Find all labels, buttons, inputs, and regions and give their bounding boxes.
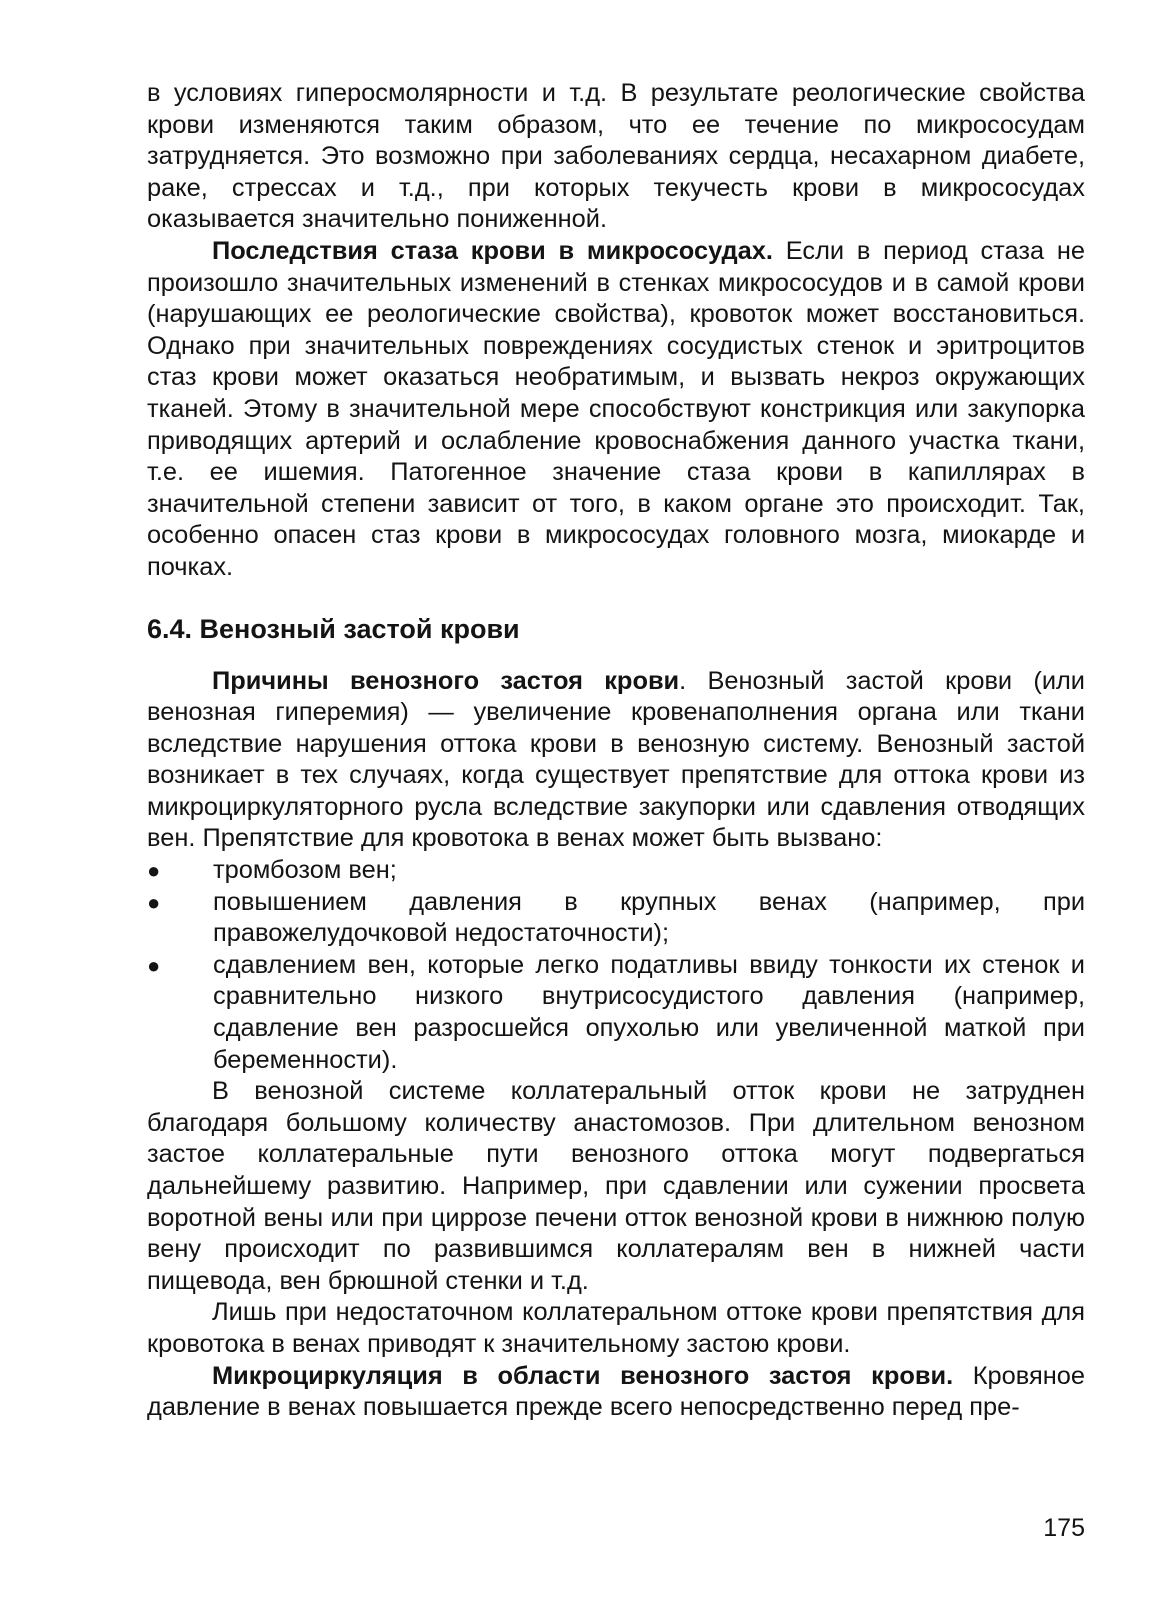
list-item	[147, 950, 1085, 1076]
page-number: 175	[1043, 1514, 1085, 1542]
paragraph-6-lead: Микроциркуляция в области венозного застоя крови.	[212, 1361, 954, 1390]
paragraph-3	[147, 666, 1085, 856]
paragraph-3-text: . Венозный застой крови (или венозная гиперемия) — увеличение кровенаполнения органа или ткани вследствие нарушения оттока крови в венозную систему. Венозный застой возникает в тех случаях, когда существует препятствие для оттока крови из микроциркуляторного русла вследствие закупорки или сдавления отводящих вен. Препятствие для кровотока в венах может быть вызвано:	[147, 666, 1085, 853]
paragraph-2-text: Если в период стаза не произошло значительных изменений в стенках микрососудов и в самой крови (нарушающих ее реологические свойства), кровоток может восстановиться. Однако при значительных повреждениях сосудистых стенок и эритроцитов стаз крови может оказаться необратимым, и вызвать некроз окружающих тканей. Этому в значительной мере способствуют констрикция или закупорка приводящих артерий и ослабление кровоснабжения данного участка ткани, т.е. ее ишемия. Патогенное значение стаза крови в капиллярах в значительной степени зависит от того, в каком органе это происходит. Так, особенно опасен стаз крови в микрососудах головного мозга, миокарде и почках.	[147, 236, 1085, 581]
bullet-icon: ●	[147, 889, 161, 915]
list-item-text: сдавлением вен, которые легко податливы ввиду тонкости их стенок и сравнительно низкого внутрисосудистого давления (например, сдавление вен разросшейся опухолью или увеличенной маткой при беременности).	[213, 950, 1085, 1074]
section-heading: 6.4. Венозный застой крови	[147, 613, 520, 644]
page-body	[147, 78, 1085, 1424]
list-item-text: повышением давления в крупных венах (например, при правожелудочковой недостаточности);	[213, 887, 1085, 948]
paragraph-3-lead: Причины венозного застоя крови	[212, 666, 680, 695]
paragraph-4: В венозной системе коллатеральный отток крови не затруднен благодаря большому количеству анастомозов. При длительном венозном застое коллатеральные пути венозного оттока могут подвергаться дальнейшему развитию. Например, при сдавлении или сужении просвета воротной вены или при циррозе печени отток венозной крови в нижнюю полую вену происходит по развившимся коллатералям вен в нижней части пищевода, вен брюшной стенки и т.д.	[147, 1077, 1085, 1295]
list-item	[147, 855, 1085, 887]
list-item-text: тромбозом вен;	[213, 856, 397, 885]
bullet-icon: ●	[147, 952, 161, 978]
bullet-icon: ●	[147, 858, 161, 884]
list-item	[147, 887, 1085, 950]
paragraph-6	[147, 1361, 1085, 1424]
paragraph-1: в условиях гиперосмолярности и т.д. В результате реологические свойства крови изменяются таким образом, что ее течение по микрососудам затрудняется. Это возможно при заболеваниях сердца, несахарном диабете, раке, стрессах и т.д., при которых текучесть крови в микрососудах оказывается значительно пониженной.	[147, 79, 1085, 234]
paragraph-5: Лишь при недостаточном коллатеральном оттоке крови препятствия для кровотока в венах приводят к значительному застою крови.	[147, 1298, 1085, 1358]
paragraph-2	[147, 236, 1085, 584]
paragraph-2-lead: Последствия стаза крови в микрососудах.	[212, 236, 773, 265]
cause-list	[147, 855, 1085, 1076]
paragraph-6-text: Кровяное давление в венах повышается прежде всего непосредственно перед пре-	[147, 1361, 1085, 1422]
